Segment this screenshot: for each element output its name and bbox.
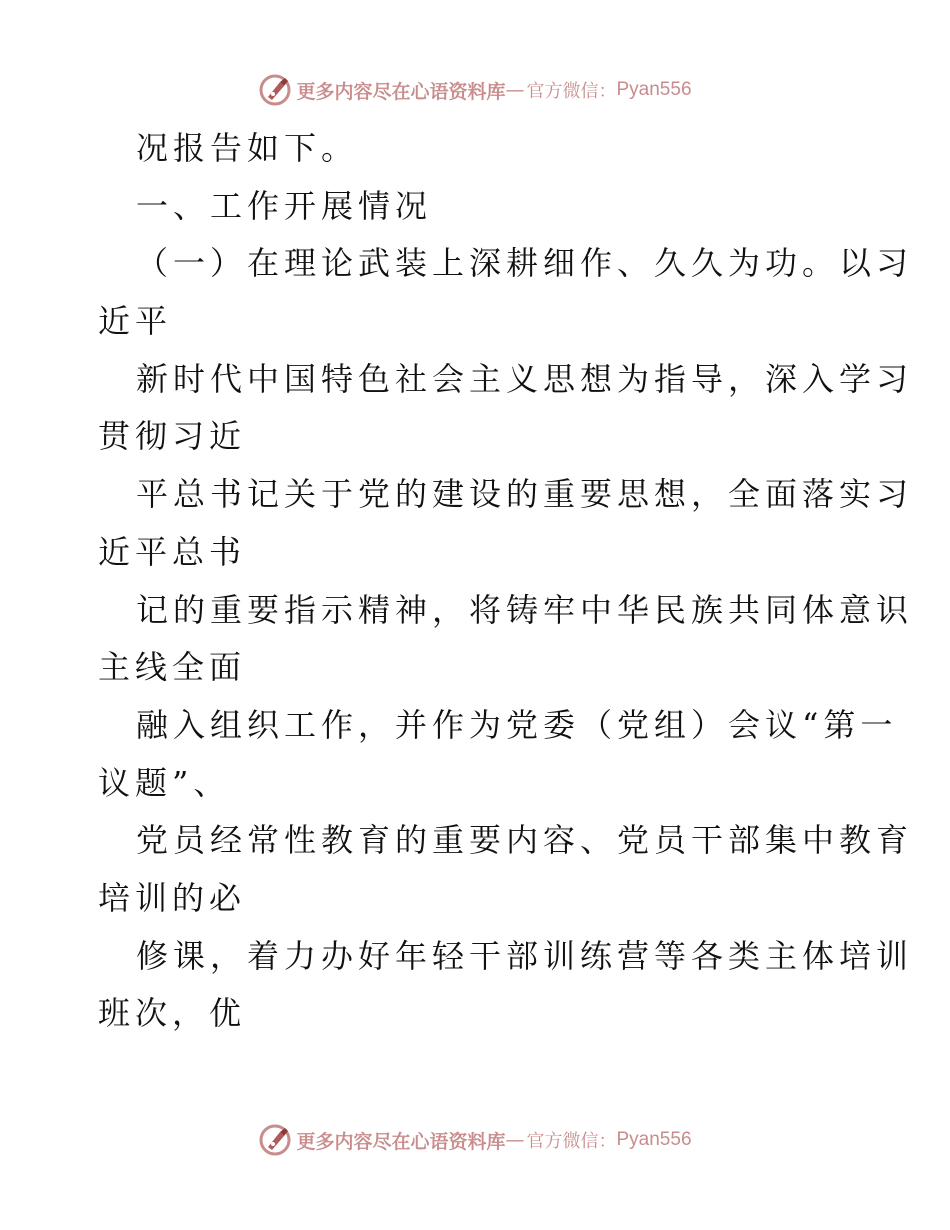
text-line: 主线全面 bbox=[98, 648, 247, 687]
text-line: 班次，优 bbox=[98, 994, 247, 1033]
pen-nib-logo-icon bbox=[258, 1123, 292, 1157]
pen-nib-logo-icon bbox=[258, 73, 292, 107]
text-line: 平总书记关于党的建设的重要思想，全面落实习 bbox=[136, 475, 914, 514]
section-heading: 一、工作开展情况 bbox=[136, 186, 433, 225]
watermark-label: 官方微信： bbox=[526, 81, 617, 102]
text-line: （一）在理论武装上深耕细作、久久为功。以习 bbox=[136, 244, 914, 283]
watermark-label: 官方微信： bbox=[526, 1131, 617, 1152]
text-line: 记的重要指示精神，将铸牢中华民族共同体意识 bbox=[136, 590, 914, 629]
text-line: 修课，着力办好年轻干部训练营等各类主体培训 bbox=[136, 936, 914, 975]
watermark-dash: — bbox=[505, 79, 525, 101]
document-body bbox=[98, 120, 914, 1043]
watermark-account: Pyan556 bbox=[616, 1129, 692, 1150]
text-line: 况报告如下。 bbox=[136, 129, 359, 167]
text-line: 新时代中国特色社会主义思想为指导，深入学习 bbox=[136, 359, 914, 398]
text-line: 培训的必 bbox=[98, 878, 247, 917]
text-line: 党员经常性教育的重要内容、党员干部集中教育 bbox=[136, 821, 914, 860]
text-line: 融入组织工作，并作为党委（党组）会议“第一 bbox=[136, 705, 898, 744]
text-line: 近平 bbox=[98, 302, 173, 341]
text-line: 近平总书 bbox=[98, 532, 247, 571]
header-watermark bbox=[0, 70, 950, 110]
watermark-account: Pyan556 bbox=[616, 79, 692, 100]
watermark-site-text: 更多内容尽在心语资料库 bbox=[296, 80, 506, 103]
text-line: 议题”、 bbox=[98, 763, 231, 802]
watermark-site-text: 更多内容尽在心语资料库 bbox=[296, 1130, 506, 1153]
text-line: 贯彻习近 bbox=[98, 417, 247, 456]
watermark-dash: — bbox=[505, 1129, 525, 1151]
footer-watermark bbox=[0, 1120, 950, 1160]
